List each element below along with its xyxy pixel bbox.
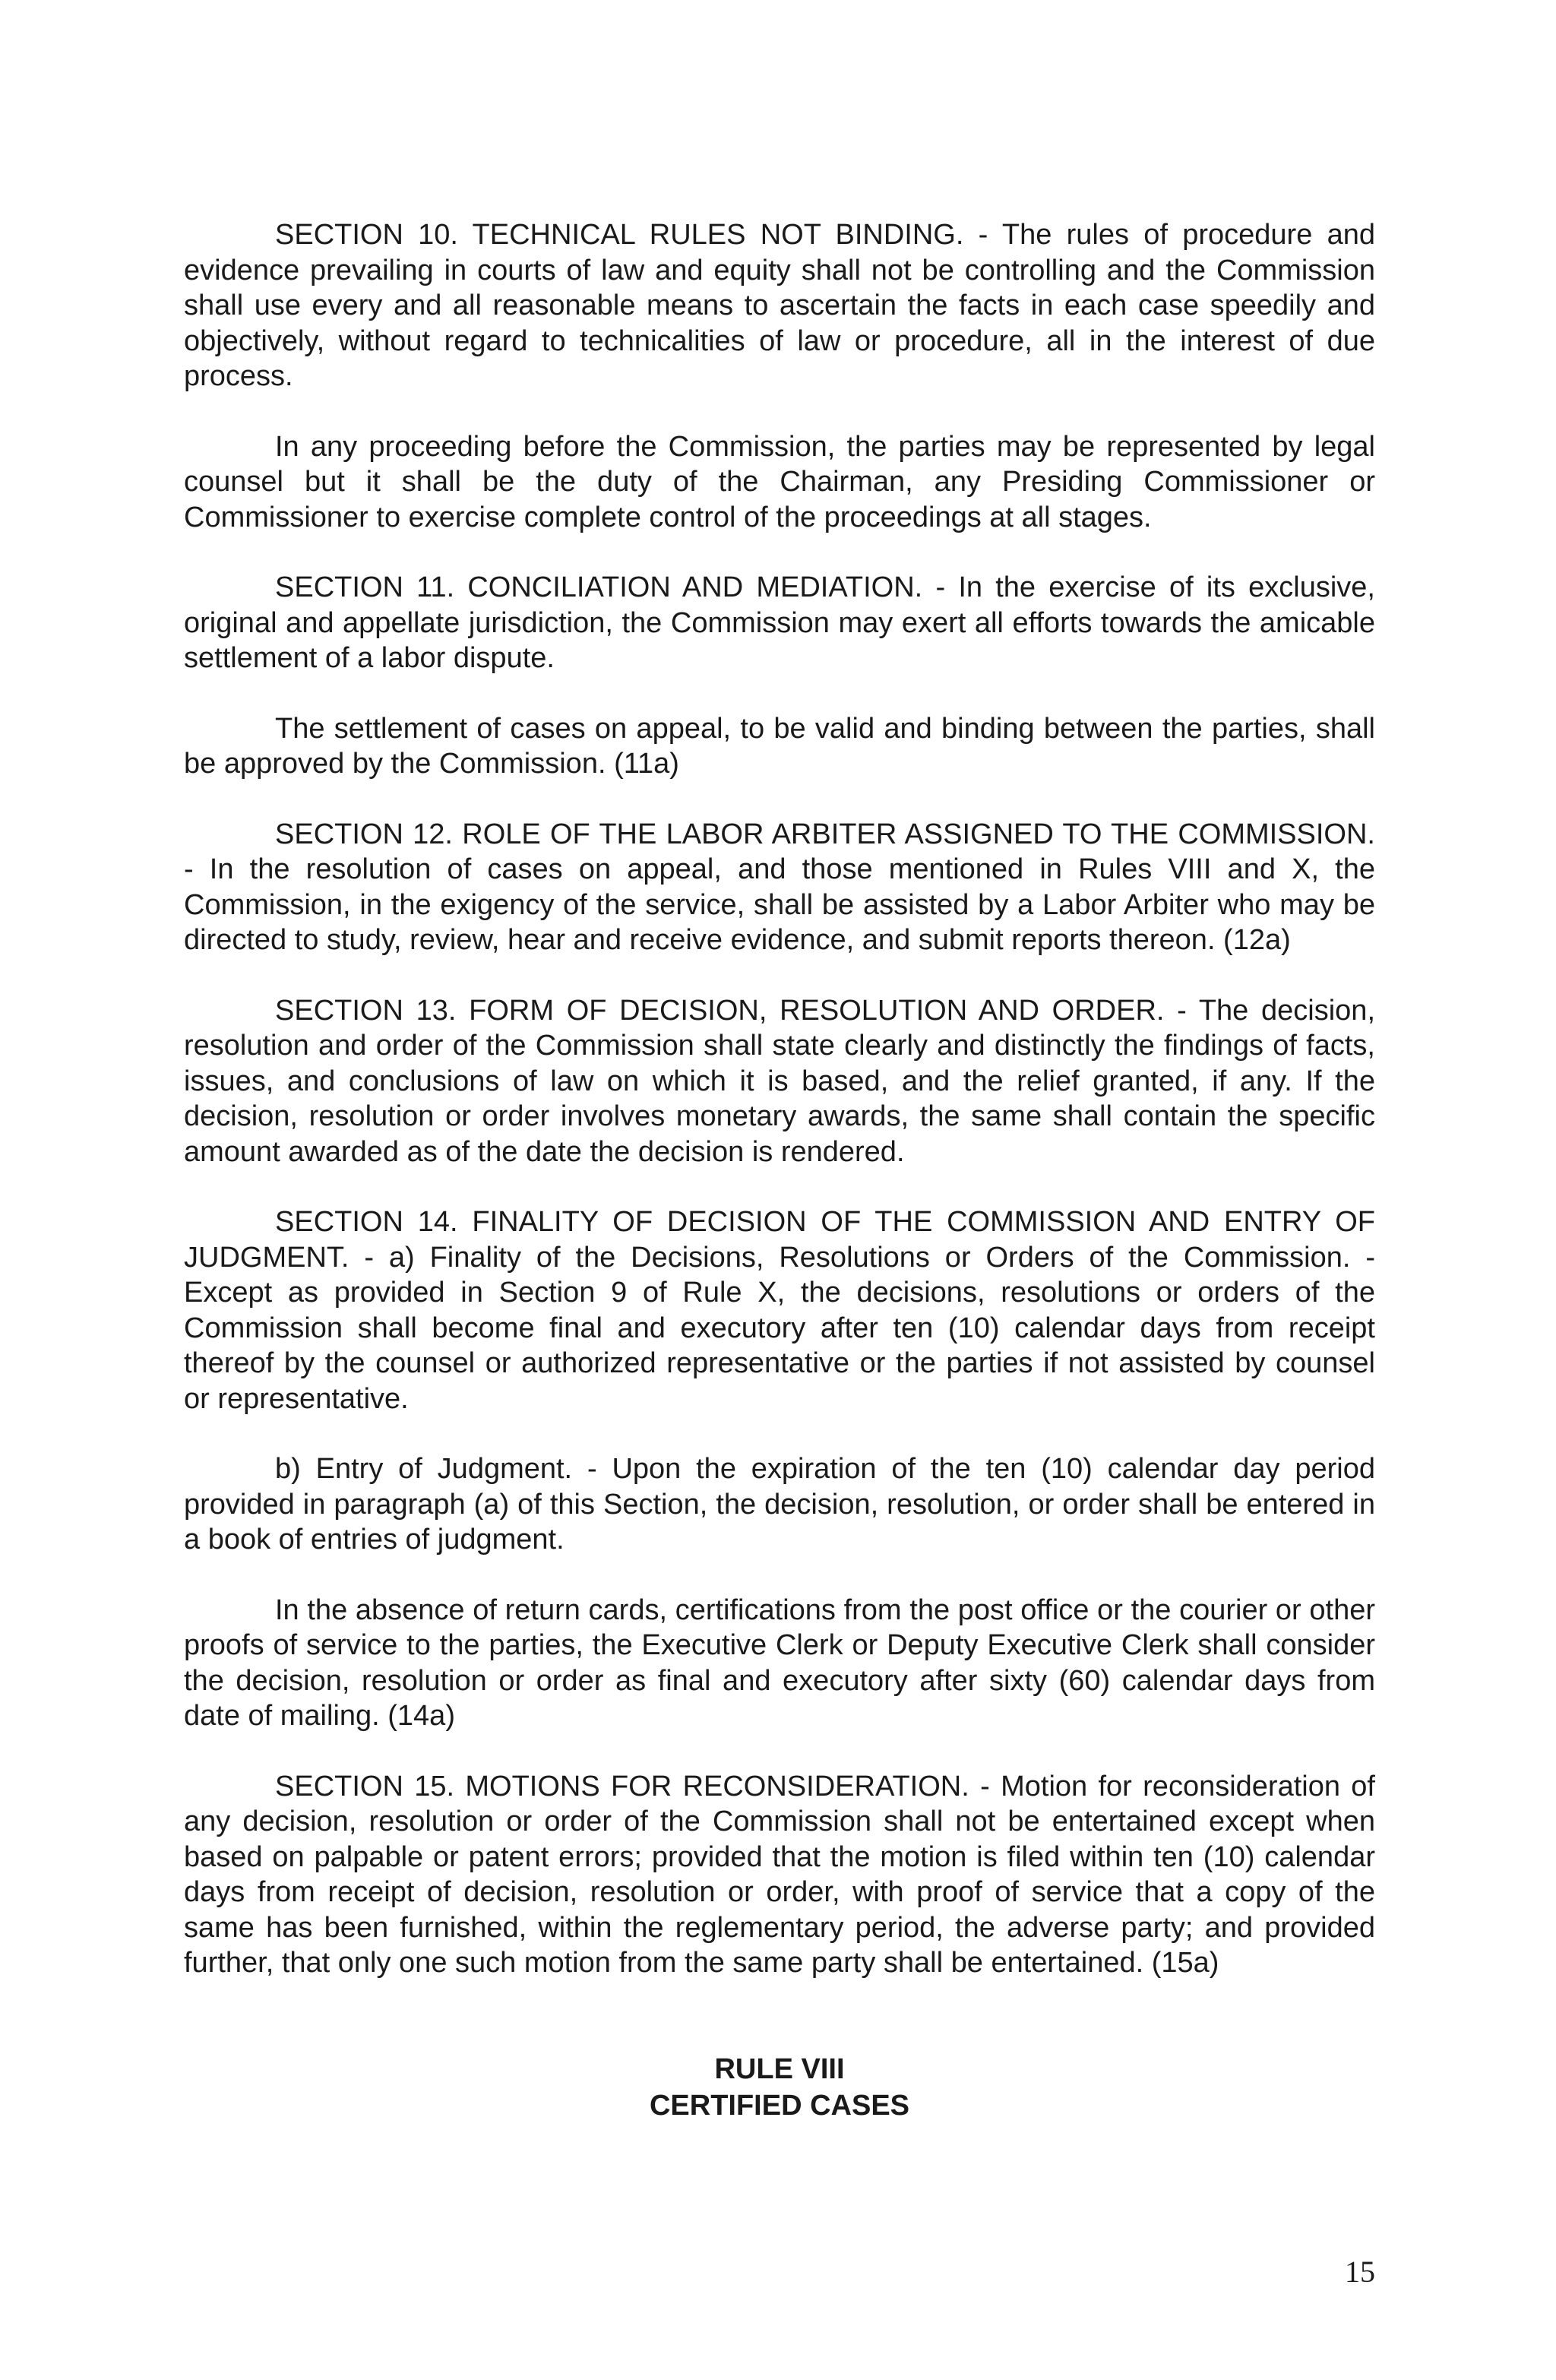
entry-of-judgment-paragraph: b) Entry of Judgment. - Upon the expiration of the ten (10) calendar day period provided in paragraph (a) of this Section, the decision, resolution, or order shall be entered in a book of entries of judgment. <box>184 1453 1375 1556</box>
settlement-paragraph: The settlement of cases on appeal, to be valid and binding between the parties, shall be approved by the Commission. (11a) <box>184 712 1375 780</box>
rule-number: RULE VIII <box>714 2052 845 2085</box>
section-15-paragraph: SECTION 15. MOTIONS FOR RECONSIDERATION. - Motion for reconsideration of any decision, resolution or order of the Commission shall not be entertained except when based on palpable or patent errors; provided that the motion is filed within ten (10) calendar days from receipt of decision, resolution or order, with proof of service that a copy of the same has been furnished, within the reglementary period, the adverse party; and provided further, that only one such motion from the same party shall be entertained. (15a) <box>184 1770 1375 1979</box>
return-cards-paragraph: In the absence of return cards, certifications from the post office or the courier or other proofs of service to the parties, the Executive Clerk or Deputy Executive Clerk shall consider the decision, resolution or order as final and executory after sixty (60) calendar days from date of mailing. (14a) <box>184 1594 1375 1732</box>
page-number: 15 <box>1345 2255 1375 2289</box>
section-10-paragraph: SECTION 10. TECHNICAL RULES NOT BINDING. - The rules of procedure and evidence prevailing in courts of law and equity shall not be controlling and the Commission shall use every and all reasonable means to ascertain the facts in each case speedily and objectively, without regard to technicalities of law or procedure, all in the interest of due process. <box>184 219 1375 392</box>
rule-title: CERTIFIED CASES <box>649 2089 910 2122</box>
section-12-paragraph: SECTION 12. ROLE OF THE LABOR ARBITER ASSIGNED TO THE COMMISSION. - In the resolution of cases on appeal, and those mentioned in Rules VIII and X, the Commission, in the exigency of the service, shall be assisted by a Labor Arbiter who may be directed to study, review, hear and receive evidence, and submit reports thereon. (12a) <box>184 818 1375 956</box>
section-14-paragraph: SECTION 14. FINALITY OF DECISION OF THE COMMISSION AND ENTRY OF JUDGMENT. - a) Finality of the Decisions, Resolutions or Orders of the Commission. - Except as provided in Section 9 of Rule X, the decisions, resolutions or orders of the Commission shall become final and executory after ten (10) calendar days from receipt thereof by the counsel or authorized representative or the parties if not assisted by counsel or representative. <box>184 1206 1375 1415</box>
representation-paragraph: In any proceeding before the Commission, the parties may be represented by legal counsel but it shall be the duty of the Chairman, any Presiding Commissioner or Commissioner to exercise complete control of the proceedings at all stages. <box>184 430 1375 533</box>
rule-heading <box>184 2051 1375 2124</box>
document-page <box>184 217 1375 2124</box>
section-11-paragraph: SECTION 11. CONCILIATION AND MEDIATION. - In the exercise of its exclusive, original and appellate jurisdiction, the Commission may exert all efforts towards the amicable settlement of a labor dispute. <box>184 571 1375 674</box>
section-13-paragraph: SECTION 13. FORM OF DECISION, RESOLUTION AND ORDER. - The decision, resolution and order of the Commission shall state clearly and distinctly the findings of facts, issues, and conclusions of law on which it is based, and the relief granted, if any. If the decision, resolution or order involves monetary awards, the same shall contain the specific amount awarded as of the date the decision is rendered. <box>184 994 1375 1168</box>
